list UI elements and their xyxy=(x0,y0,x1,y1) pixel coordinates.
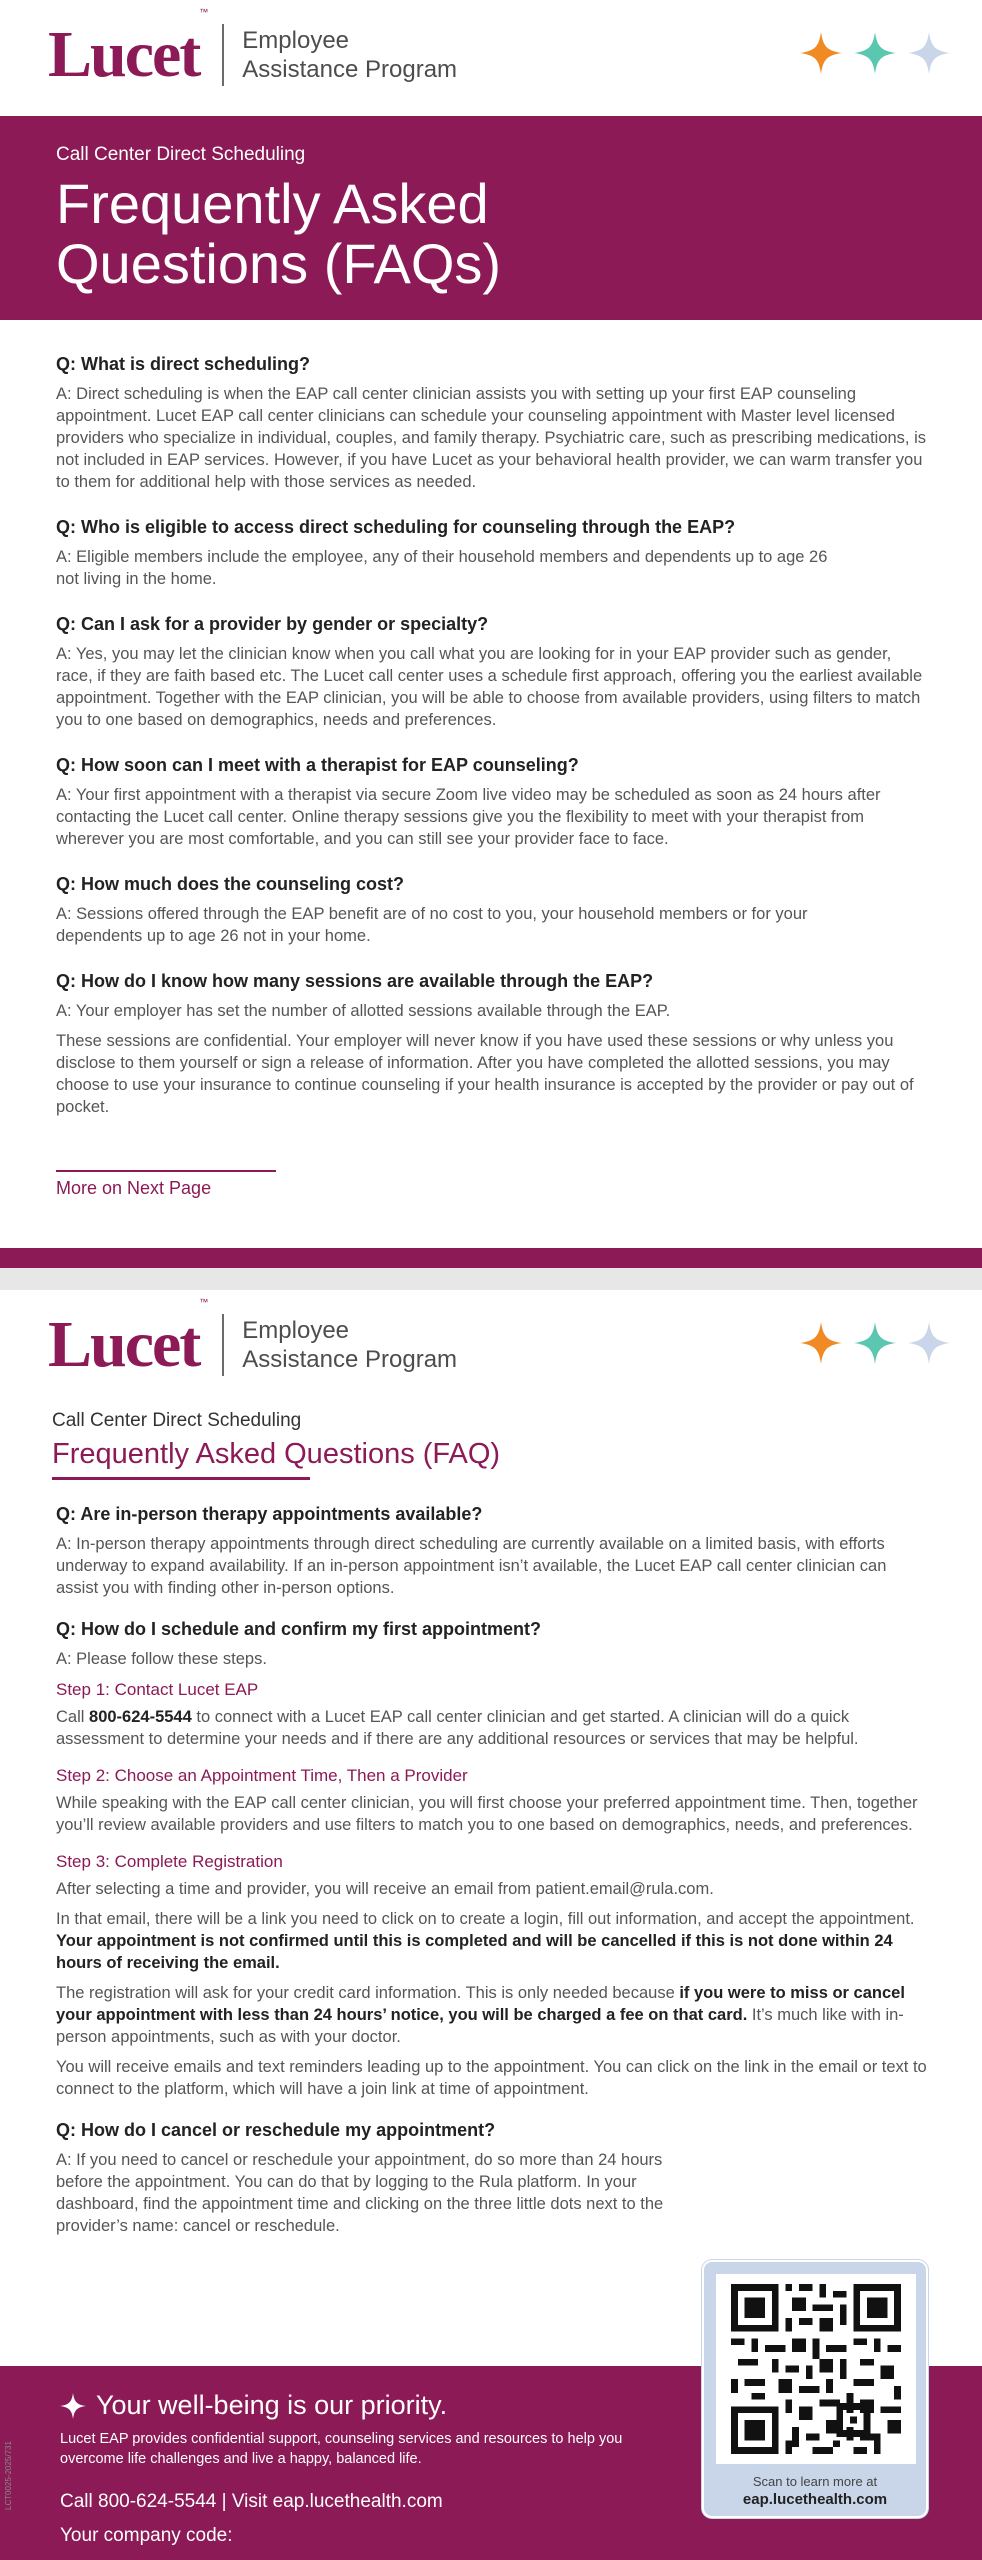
faq-answer: A: Yes, you may let the clinician know when you call what you are looking for in your EAP provider such as gender, race, if they are faith based etc. The Lucet call center uses a schedule first approach, offering you the earliest available appointment. Together with the EAP clinician, you will be able to choose from available providers, using filters to match you to one based on demographics, needs and preferences. xyxy=(56,645,923,729)
faq-answer: A: Eligible members include the employee, any of their household members and dependents up to age 26 not living in the home. xyxy=(56,548,828,588)
faq-item xyxy=(56,2120,928,2237)
page2-faq-list xyxy=(56,1504,928,2257)
footer-headline: Your well-being is our priority. xyxy=(60,2390,680,2421)
step-3-confirm-text: In that email, there will be a link you need to click on to create a login, fill out information, and accept the appointment. Your appointment is not confirmed until this is completed and will be cancelled if this is not done within 24 hours of receiving the email. xyxy=(56,1910,915,1972)
faq-question: Q: Are in-person therapy appointments available? xyxy=(56,1504,483,1524)
faq-answer: A: Sessions offered through the EAP benefit are of no cost to you, your household members or for your dependents up to age 26 not in your home. xyxy=(56,905,808,945)
faq-page-2 xyxy=(0,1290,982,2560)
faq-item xyxy=(56,354,926,493)
brand-divider xyxy=(222,24,224,86)
hero-title: Frequently Asked Questions (FAQs) xyxy=(56,172,502,295)
page2-title: Frequently Asked Questions (FAQ) xyxy=(52,1438,501,1470)
faq-question: Q: What is direct scheduling? xyxy=(56,354,311,374)
company-code-label: Your company code: xyxy=(60,2525,233,2546)
program-name: Employee Assistance Program xyxy=(242,27,458,83)
footer-content xyxy=(60,2390,680,2547)
page2-subtitle: Call Center Direct Scheduling xyxy=(52,1410,302,1431)
faq-item xyxy=(56,517,926,590)
sparkle-teal-icon xyxy=(854,30,896,76)
qr-card[interactable] xyxy=(702,2260,928,2518)
hero-subtitle: Call Center Direct Scheduling xyxy=(56,144,306,165)
step-3-card-text: The registration will ask for your credit card information. This is only needed because if you were to miss or cancel your appointment with less than 24 hours’ notice, you will be charged a fee on that card. It’s much like with in-person appointments, such as with your doctor. xyxy=(56,1984,905,2046)
faq-answer: A: Your first appointment with a therapist via secure Zoom live video may be scheduled as soon as 24 hours after contacting the Lucet call center. Online therapy sessions give you the flexibility to meet with your therapist from wherever you are most comfortable, and you can still see your provider face to face. xyxy=(56,786,881,848)
qr-code[interactable] xyxy=(716,2274,916,2464)
faq-item xyxy=(56,971,926,1118)
hero-banner xyxy=(0,116,982,320)
footer-contact[interactable]: Call 800-624-5544 | Visit eap.lucethealth.com xyxy=(60,2491,443,2512)
qr-code-icon xyxy=(731,2284,901,2454)
sparkle-blue-icon xyxy=(908,30,950,76)
faq-item xyxy=(56,755,926,850)
faq-question: Q: How much does the counseling cost? xyxy=(56,874,405,894)
step-1-title: Step 1: Contact Lucet EAP xyxy=(56,1680,259,1699)
brand-header xyxy=(48,1297,458,1381)
page2-heading xyxy=(52,1410,500,1480)
lucet-logo: Lucet™ xyxy=(48,7,209,91)
faq-question: Q: Who is eligible to access direct scheduling for counseling through the EAP? xyxy=(56,517,736,537)
faq-answer: A: If you need to cancel or reschedule your appointment, do so more than 24 hours before the appointment. You can do that by logging to the Rula platform. In your dashboard, find the appointment time and clicking on the three little dots next to the provider’s name: cancel or reschedule. xyxy=(56,2151,664,2235)
sparkle-blue-icon xyxy=(908,1320,950,1366)
step-2-text: While speaking with the EAP call center clinician, you will first choose your preferred appointment time. Then, together you’ll review available providers and use filters to match you to one based on demographics, needs, and preferences. xyxy=(56,1794,918,1834)
faq-question: Q: How do I cancel or reschedule my appointment? xyxy=(56,2120,496,2140)
brand-divider xyxy=(222,1314,224,1376)
faq-question: Q: How do I schedule and confirm my first appointment? xyxy=(56,1619,542,1639)
step-3-title: Step 3: Complete Registration xyxy=(56,1852,283,1871)
faq-answer: A: Please follow these steps. xyxy=(56,1650,267,1668)
faq-answer: A: Direct scheduling is when the EAP call center clinician assists you with setting up your first EAP counseling appointment. Lucet EAP call center clinicians can schedule your counseling appointment with Master level licensed providers who specialize in individual, couples, and family therapy. Psychiatric care, such as prescribing medications, is not included in EAP services. However, if you have Lucet as your behavioral health provider, we can warm transfer you to them for additional help with those services as needed. xyxy=(56,385,927,491)
brand-header xyxy=(48,7,458,91)
faq-item xyxy=(56,1504,928,1599)
faq-question: Q: Can I ask for a provider by gender or specialty? xyxy=(56,614,489,634)
page-bottom-bar xyxy=(0,1248,982,1268)
faq-answer: A: In-person therapy appointments through direct scheduling are currently available on a limited basis, with efforts underway to expand availability. If an in-person appointment isn’t available, the Lucet EAP call center clinician can assist you with finding other in-person options. xyxy=(56,1535,887,1597)
program-name: Employee Assistance Program xyxy=(242,1317,458,1373)
more-on-next-page-link[interactable]: More on Next Page xyxy=(56,1178,212,1198)
sparkle-white-icon xyxy=(60,2393,86,2419)
qr-caption: Scan to learn more at xyxy=(752,2474,878,2489)
page-separator xyxy=(0,1268,982,1290)
faq-item xyxy=(56,1619,928,2100)
lucet-logo: Lucet™ xyxy=(48,1297,209,1381)
sparkle-teal-icon xyxy=(854,1320,896,1366)
faq-page-1 xyxy=(0,0,982,1268)
step-2-title: Step 2: Choose an Appointment Time, Then a Provider xyxy=(56,1766,468,1785)
faq-answer: A: Your employer has set the number of allotted sessions available through the EAP. xyxy=(56,1002,671,1020)
faq-item xyxy=(56,614,926,731)
faq-question: Q: How soon can I meet with a therapist for EAP counseling? xyxy=(56,755,579,775)
sparkle-orange-icon xyxy=(800,1320,842,1366)
step-1-text: Call 800-624-5544 to connect with a Lucet EAP call center clinician and get started. A clinician will do a quick assessment to determine your needs and if there are any additional resources or services that may be helpful. xyxy=(56,1708,859,1748)
qr-url[interactable]: eap.lucethealth.com xyxy=(742,2491,888,2508)
more-divider xyxy=(56,1170,276,1172)
step-3-email-text: After selecting a time and provider, you will receive an email from patient.email@rula.com. xyxy=(56,1880,714,1898)
faq-list xyxy=(56,354,926,1142)
title-underline xyxy=(52,1477,310,1480)
faq-item xyxy=(56,874,926,947)
footer-description: Lucet EAP provides confidential support, counseling services and resources to help you overcome life challenges and live a happy, balanced life. xyxy=(60,2431,623,2467)
faq-answer-continued: These sessions are confidential. Your employer will never know if you have used these sessions or why unless you disclose to them yourself or sign a release of information. After you have completed the allotted sessions, you may choose to use your insurance to continue counseling if your health insurance is accepted by the provider or pay out of pocket. xyxy=(56,1032,914,1116)
document-code: LCT0025-2025/731 xyxy=(4,2441,13,2510)
sparkle-decoration xyxy=(800,1320,950,1366)
sparkle-decoration xyxy=(800,30,950,76)
sparkle-orange-icon xyxy=(800,30,842,76)
step-3-reminder-text: You will receive emails and text reminders leading up to the appointment. You can click on the link in the email or text to connect to the platform, which will have a join link at time of appointment. xyxy=(56,2058,927,2098)
faq-question: Q: How do I know how many sessions are available through the EAP? xyxy=(56,971,654,991)
phone-number[interactable]: 800-624-5544 xyxy=(89,1708,192,1726)
